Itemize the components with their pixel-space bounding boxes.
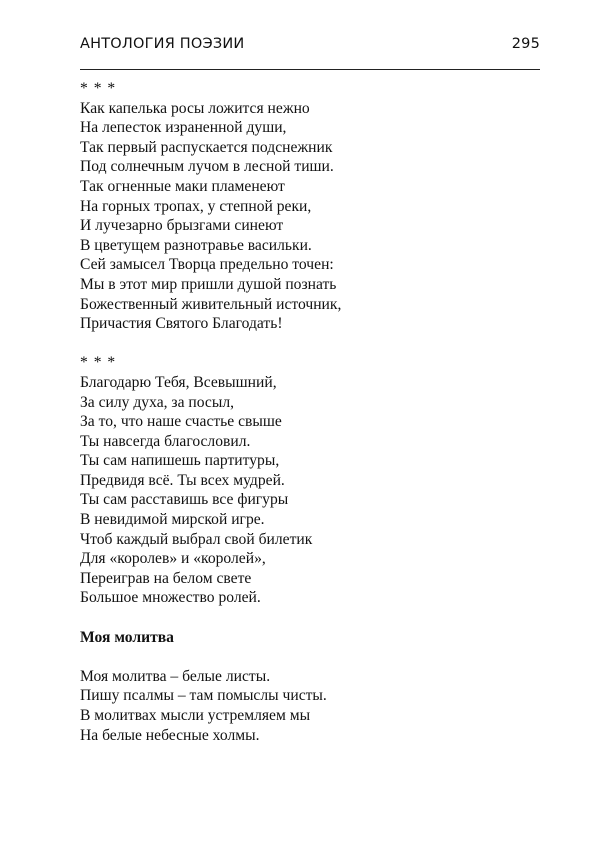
poem-line: За то, что наше счастье свыше: [80, 413, 282, 431]
header-rule: [80, 69, 540, 70]
poem-separator: * * *: [80, 354, 117, 372]
poem-line: Чтоб каждый выбрал свой билетик: [80, 530, 313, 548]
poem-line: Сей замысел Творца предельно точен:: [80, 256, 334, 274]
page-number: 295: [511, 36, 540, 52]
poem-line: И лучезарно брызгами синеют: [80, 217, 284, 235]
poem-line: За силу духа, за посыл,: [80, 393, 235, 411]
poem-line: Предвидя всё. Ты всех мудрей.: [80, 471, 285, 489]
poem-line: Ты сам расставишь все фигуры: [80, 491, 289, 509]
running-header: [80, 36, 540, 58]
poem-line: Под солнечным лучом в лесной тиши.: [80, 158, 334, 176]
poem-line: Ты навсегда благословил.: [80, 432, 251, 450]
poem-line: Моя молитва – белые листы.: [80, 667, 271, 685]
book-title: АНТОЛОГИЯ ПОЭЗИИ: [80, 36, 245, 52]
poem-title: Моя молитва: [80, 628, 174, 646]
poem-line: Благодарю Тебя, Всевышний,: [80, 373, 277, 391]
poem-line: Божественный живительный источник,: [80, 295, 342, 313]
poem-line: Так первый распускается подснежник: [80, 138, 333, 156]
poem-line: Ты сам напишешь партитуры,: [80, 452, 280, 470]
poem-line: На белые небесные холмы.: [80, 726, 260, 744]
poem-2: [80, 353, 540, 608]
poem-line: Мы в этот мир пришли душой познать: [80, 275, 337, 293]
poem-separator: * * *: [80, 80, 117, 97]
poem-line: На горных тропах, у степной реки,: [80, 197, 312, 215]
poem-line: Как капелька росы ложится нежно: [80, 99, 310, 117]
poem-line: Так огненные маки пламенеют: [80, 177, 285, 195]
poem-line: Причастия Святого Благодать!: [80, 315, 283, 333]
poem-line: Для «королев» и «королей»,: [80, 550, 266, 568]
poem-line: Переиграв на белом свете: [80, 569, 252, 587]
poem-1: [80, 79, 540, 334]
poem-line: Большое множество ролей.: [80, 589, 261, 607]
poem-3: [80, 628, 540, 746]
poem-line: В молитвах мысли устремляем мы: [80, 707, 311, 724]
poem-line: На лепесток израненной души,: [80, 119, 287, 137]
poem-line: В цветущем разнотравье васильки.: [80, 236, 312, 254]
poem-line: Пишу псалмы – там помыслы чисты.: [80, 687, 327, 705]
page-body: [80, 79, 540, 745]
poem-line: В невидимой мирской игре.: [80, 511, 265, 529]
